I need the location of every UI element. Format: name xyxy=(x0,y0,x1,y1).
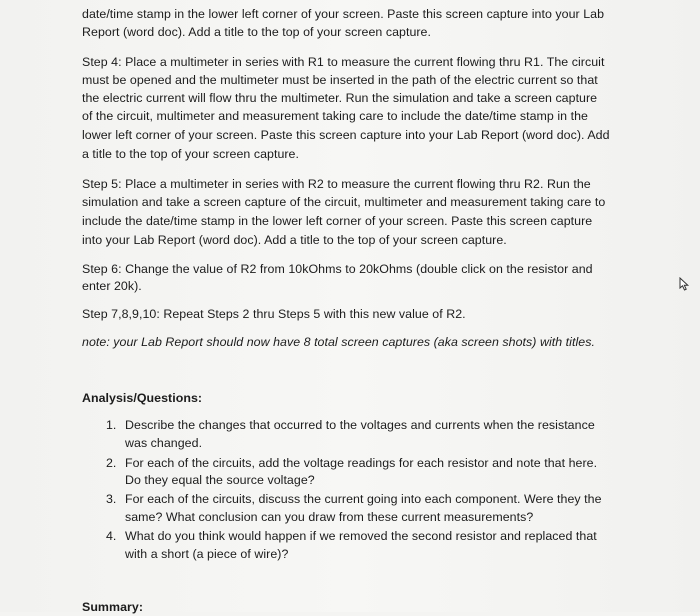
list-item-number: 1. xyxy=(106,418,117,432)
mouse-pointer-icon xyxy=(679,277,691,291)
list-item-1-line-2: was changed. xyxy=(125,436,203,450)
step4-line-6: a title to the top of your screen capture. xyxy=(82,147,299,161)
step4-line-4: of the circuit, multimeter and measurement taking care to include the date/time stamp in the xyxy=(82,109,588,123)
step7-line: Step 7,8,9,10: Repeat Steps 2 thru Steps 5 with this new value of R2. xyxy=(82,307,466,321)
list-item-number: 2. xyxy=(106,456,117,470)
list-item-1-line-1: Describe the changes that occurred to the voltages and currents when the resistance xyxy=(125,418,595,432)
step5-line-3: include the date/time stamp in the lower left corner of your screen. Paste this screen capture xyxy=(82,214,593,228)
intro-line-2: Report (word doc). Add a title to the top of your screen capture. xyxy=(82,25,431,39)
list-item-2-line-1: For each of the circuits, add the voltage readings for each resistor and note that here. xyxy=(125,456,598,470)
list-item-2-line-2: Do they equal the source voltage? xyxy=(125,473,315,487)
intro-line-1: date/time stamp in the lower left corner of your screen. Paste this screen capture into your Lab xyxy=(82,7,605,21)
step4-line-1: Step 4: Place a multimeter in series with R1 to measure the current flowing thru R1. The circuit xyxy=(82,55,605,69)
list-item-number: 3. xyxy=(106,492,117,506)
analysis-heading: Analysis/Questions: xyxy=(82,391,203,405)
step6-line-1: Step 6: Change the value of R2 from 10kOhms to 20kOhms (double click on the resistor and xyxy=(82,262,593,276)
step5-line-1: Step 5: Place a multimeter in series with R2 to measure the current flowing thru R2. Run the xyxy=(82,177,591,191)
step4-line-3: the electric current will flow thru the multimeter. Run the simulation and take a screen capture xyxy=(82,91,598,105)
note-line: note: your Lab Report should now have 8 total screen captures (aka screen shots) with titles. xyxy=(82,335,595,349)
step4-line-2: must be opened and the multimeter must be inserted in the path of the electric current so that xyxy=(82,73,598,87)
step5-line-2: simulation and take a screen capture of the circuit, multimeter and measurement taking care to xyxy=(82,195,606,209)
list-item-4-line-2: with a short (a piece of wire)? xyxy=(125,547,289,561)
summary-heading: Summary: xyxy=(82,600,143,614)
step4-line-5: lower left corner of your screen. Paste this screen capture into your Lab Report (word doc). Add xyxy=(82,128,610,142)
step5-line-4: into your Lab Report (word doc). Add a title to the top of your screen capture. xyxy=(82,233,507,247)
list-item-3-line-1: For each of the circuits, discuss the current going into each component. Were they the xyxy=(125,492,602,506)
list-item-number: 4. xyxy=(106,529,117,543)
list-item-4-line-1: What do you think would happen if we removed the second resistor and replaced that xyxy=(125,529,597,543)
step6-line-2: enter 20k). xyxy=(82,279,142,293)
list-item-3-line-2: same? What conclusion can you draw from these current measurements? xyxy=(125,510,534,524)
